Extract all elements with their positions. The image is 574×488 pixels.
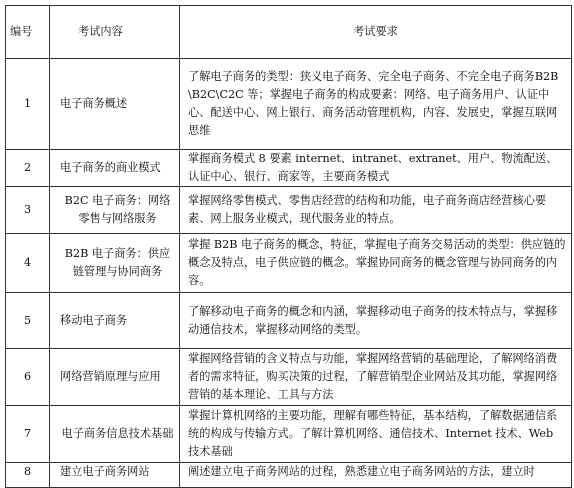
row-requirement: 掌握网络营销的含义特点与功能，掌握网络营销的基础理论，了解网络消费者的需求特征，购买决策的过程，了解营销型企业网站及其功能，掌握网络营销的基本理论、工具与方法: [180, 349, 572, 406]
table-row: [6, 349, 572, 406]
table-header-row: [6, 6, 572, 59]
row-content: 网络营销原理与应用: [50, 349, 180, 406]
row-number: 4: [6, 234, 50, 293]
table-row: [6, 187, 572, 234]
row-number: 8: [6, 463, 50, 488]
exam-syllabus-table: [5, 5, 572, 488]
row-content: 电子商务概述: [50, 59, 180, 150]
table-row: [6, 293, 572, 349]
table-row: [6, 406, 572, 463]
row-requirement: 阐述建立电子商务网站的过程，熟悉建立电子商务网站的方法，建立时: [180, 463, 572, 488]
row-content: 建立电子商务网站: [50, 463, 180, 488]
header-requirement: 考试要求: [180, 6, 572, 59]
row-content: 电子商务信息技术基础: [50, 406, 180, 463]
row-requirement: 掌握网络零售模式、零售店经营的结构和功能，电子商务商店经营核心要素、网上服务业模式，现代服务业的特点。: [180, 187, 572, 234]
row-number: 3: [6, 187, 50, 234]
row-requirement: 掌握商务模式 8 要素 internet、intranet、extranet、用户、物流配送、认证中心、银行、商家等，主要商务模式: [180, 150, 572, 187]
row-content: B2C 电子商务：网络零售与网络服务: [50, 187, 180, 234]
row-requirement: 了解电子商务的类型：狭义电子商务、完全电子商务、不完全电子商务B2B\B2C\C2C 等；掌握电子商务的构成要素：网络、电子商务用户、认证中心、配送中心、网上银行、商务活动管理机构，内容、发展史，掌握互联网思维: [180, 59, 572, 150]
row-number: 7: [6, 406, 50, 463]
table-row: [6, 463, 572, 488]
row-number: 2: [6, 150, 50, 187]
table-row: [6, 59, 572, 150]
row-number: 6: [6, 349, 50, 406]
row-number: 1: [6, 59, 50, 150]
row-content: B2B 电子商务：供应链管理与协同商务: [50, 234, 180, 293]
table-row: [6, 150, 572, 187]
row-number: 5: [6, 293, 50, 349]
row-content: 移动电子商务: [50, 293, 180, 349]
table-row: [6, 234, 572, 293]
row-requirement: 掌握计算机网络的主要功能，理解有哪些特征，基本结构，了解数据通信系统的构成与传输方式。了解计算机网络、通信技术、Internet 技术、Web 技术基础: [180, 406, 572, 463]
header-number: 编号: [6, 6, 50, 59]
row-requirement: 掌握 B2B 电子商务的概念，特征，掌握电子商务交易活动的类型：供应链的概念及特点，电子供应链的概念。掌握协同商务的概念管理与协同商务的内容。: [180, 234, 572, 293]
row-content: 电子商务的商业模式: [50, 150, 180, 187]
row-requirement: 了解移动电子商务的概念和内涵，掌握移动电子商务的技术特点与，掌握移动通信技术，掌握移动网络的类型。: [180, 293, 572, 349]
header-content: 考试内容: [50, 6, 180, 59]
